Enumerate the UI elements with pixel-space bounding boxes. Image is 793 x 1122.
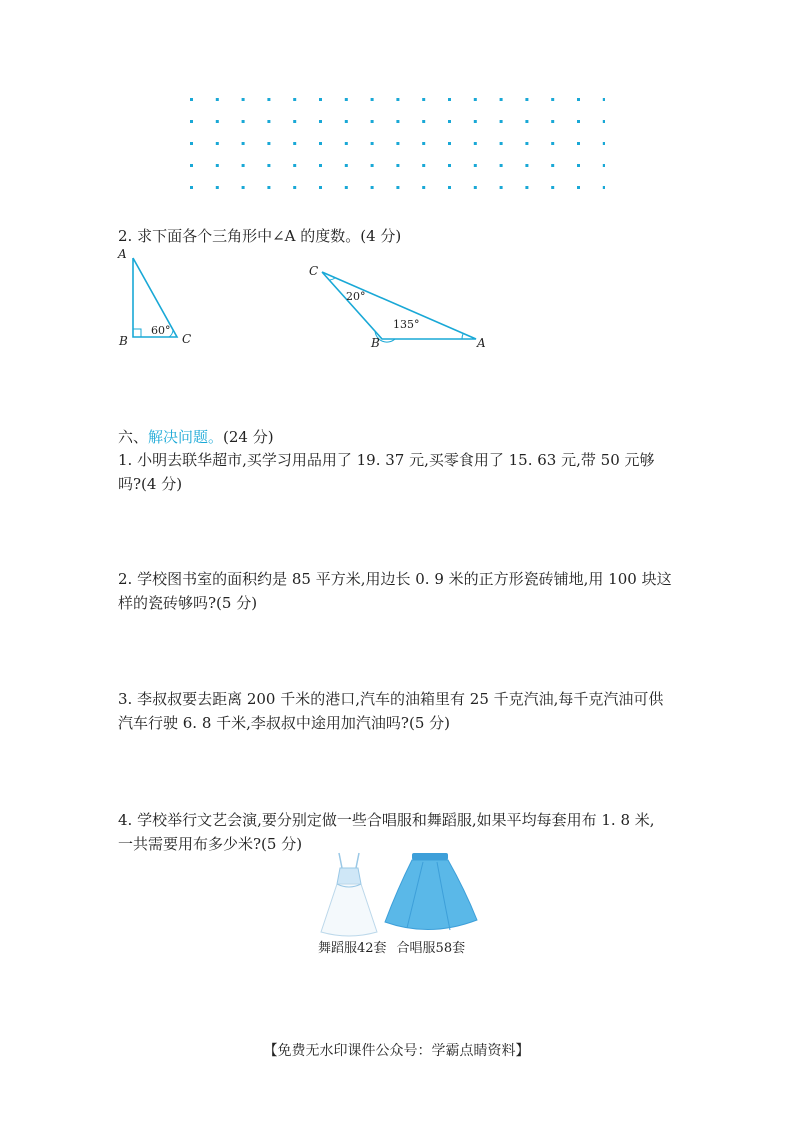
grid-dot <box>500 186 503 189</box>
question-3-line-1: 3. 李叔叔要去距离 200 千米的港口,汽车的油箱里有 25 千克汽油,每千克汽油可供 <box>118 690 664 708</box>
grid-dot <box>216 120 219 123</box>
grid-dot <box>500 98 503 101</box>
grid-dot <box>345 98 348 101</box>
grid-dot <box>371 164 374 167</box>
question-3-line-2: 汽车行驶 6. 8 千米,李叔叔中途用加汽油吗?(5 分) <box>118 714 450 732</box>
grid-dot <box>577 98 580 101</box>
dance-dress-image <box>321 853 377 936</box>
grid-dot <box>371 98 374 101</box>
grid-dot <box>371 120 374 123</box>
grid-dot <box>422 186 425 189</box>
grid-dot <box>448 142 451 145</box>
grid-dot <box>293 186 296 189</box>
grid-dot <box>474 120 477 123</box>
grid-dot <box>396 98 399 101</box>
grid-dot <box>525 120 528 123</box>
grid-dot <box>242 164 245 167</box>
grid-dot <box>319 164 322 167</box>
grid-dot <box>422 120 425 123</box>
grid-dot <box>551 186 554 189</box>
grid-dot <box>345 142 348 145</box>
grid-dot <box>216 164 219 167</box>
footer-note: 【免费无水印课件公众号：学霸点睛资料】 <box>263 1043 530 1059</box>
grid-dot <box>525 164 528 167</box>
grid-dot <box>448 186 451 189</box>
grid-dot <box>525 98 528 101</box>
grid-dot <box>396 120 399 123</box>
choir-skirt-image <box>385 853 477 930</box>
grid-dot <box>319 142 322 145</box>
grid-dot <box>448 164 451 167</box>
question-1-line-2: 吗?(4 分) <box>118 475 183 493</box>
right-triangle-figure <box>115 248 205 348</box>
grid-dot <box>577 142 580 145</box>
grid-dot <box>293 164 296 167</box>
grid-dot <box>396 186 399 189</box>
grid-dot <box>267 98 270 101</box>
vertex-b-label: B <box>119 334 128 348</box>
grid-dot <box>603 142 605 145</box>
question-2-angles: 2. 求下面各个三角形中∠A 的度数。(4 分) <box>118 227 402 245</box>
section-number: 六、 <box>118 428 149 446</box>
grid-dot <box>577 164 580 167</box>
grid-dot <box>216 186 219 189</box>
grid-dot <box>216 142 219 145</box>
angle-c-label: 60° <box>151 324 171 337</box>
vertex-a-label: A <box>118 248 127 261</box>
question-4-line-2: 一共需要用布多少米?(5 分) <box>118 835 303 853</box>
grid-dot <box>577 120 580 123</box>
grid-dot <box>267 142 270 145</box>
grid-dot <box>267 186 270 189</box>
grid-dot <box>345 164 348 167</box>
grid-dot <box>345 120 348 123</box>
grid-dot <box>474 164 477 167</box>
obtuse-triangle-figure <box>305 262 500 352</box>
grid-dot <box>525 142 528 145</box>
grid-dot <box>242 142 245 145</box>
grid-dot <box>267 120 270 123</box>
grid-dot <box>551 120 554 123</box>
grid-dot <box>577 186 580 189</box>
grid-dot <box>603 186 605 189</box>
grid-dot <box>293 120 296 123</box>
grid-dot <box>448 120 451 123</box>
grid-dot <box>293 142 296 145</box>
vertex-c-label: C <box>309 264 319 278</box>
grid-dot <box>190 164 193 167</box>
grid-dot <box>216 98 219 101</box>
angle-c-label: 20° <box>346 290 366 303</box>
clothes-illustration <box>315 850 480 940</box>
grid-dot <box>319 186 322 189</box>
grid-dot <box>190 120 193 123</box>
grid-dot <box>242 186 245 189</box>
vertex-c-label: C <box>182 332 192 346</box>
grid-dot <box>474 186 477 189</box>
vertex-a-label: A <box>477 336 486 350</box>
grid-dot <box>396 164 399 167</box>
grid-dot <box>500 142 503 145</box>
question-1-line-1: 1. 小明去联华超市,买学习用品用了 19. 37 元,买零食用了 15. 63 元,带 50 元够 <box>118 451 655 469</box>
grid-dot <box>371 142 374 145</box>
grid-dot <box>422 142 425 145</box>
dot-grid <box>185 95 605 200</box>
grid-dot <box>603 120 605 123</box>
grid-dot <box>551 142 554 145</box>
grid-dot <box>293 98 296 101</box>
grid-dot <box>345 186 348 189</box>
grid-dot <box>603 164 605 167</box>
grid-dot <box>551 98 554 101</box>
angle-b-label: 135° <box>393 318 420 331</box>
grid-dot <box>190 142 193 145</box>
grid-dot <box>422 164 425 167</box>
grid-dot <box>551 164 554 167</box>
grid-dot <box>371 186 374 189</box>
clothes-caption <box>318 940 475 958</box>
grid-dot <box>422 98 425 101</box>
grid-dot <box>474 142 477 145</box>
choir-caption: 合唱服58套 <box>396 941 466 956</box>
grid-dot <box>267 164 270 167</box>
grid-dot <box>396 142 399 145</box>
grid-dot <box>319 120 322 123</box>
grid-dot <box>319 98 322 101</box>
grid-dot <box>190 98 193 101</box>
grid-dot <box>525 186 528 189</box>
question-2-line-1: 2. 学校图书室的面积约是 85 平方米,用边长 0. 9 米的正方形瓷砖铺地,用 100 块这 <box>118 570 672 588</box>
dance-caption: 舞蹈服42套 <box>318 941 387 956</box>
grid-dot <box>500 164 503 167</box>
grid-dot <box>242 120 245 123</box>
section-score: (24 分) <box>223 428 274 446</box>
question-4-line-1: 4. 学校举行文艺会演,要分别定做一些合唱服和舞蹈服,如果平均每套用布 1. 8 米, <box>118 811 655 829</box>
grid-dot <box>603 98 605 101</box>
question-2-line-2: 样的瓷砖够吗?(5 分) <box>118 594 258 612</box>
section-title: 解决问题。 <box>148 428 224 446</box>
grid-dot <box>500 120 503 123</box>
grid-dot <box>474 98 477 101</box>
vertex-b-label: B <box>371 336 380 350</box>
grid-dot <box>448 98 451 101</box>
grid-dot <box>242 98 245 101</box>
grid-dot <box>190 186 193 189</box>
